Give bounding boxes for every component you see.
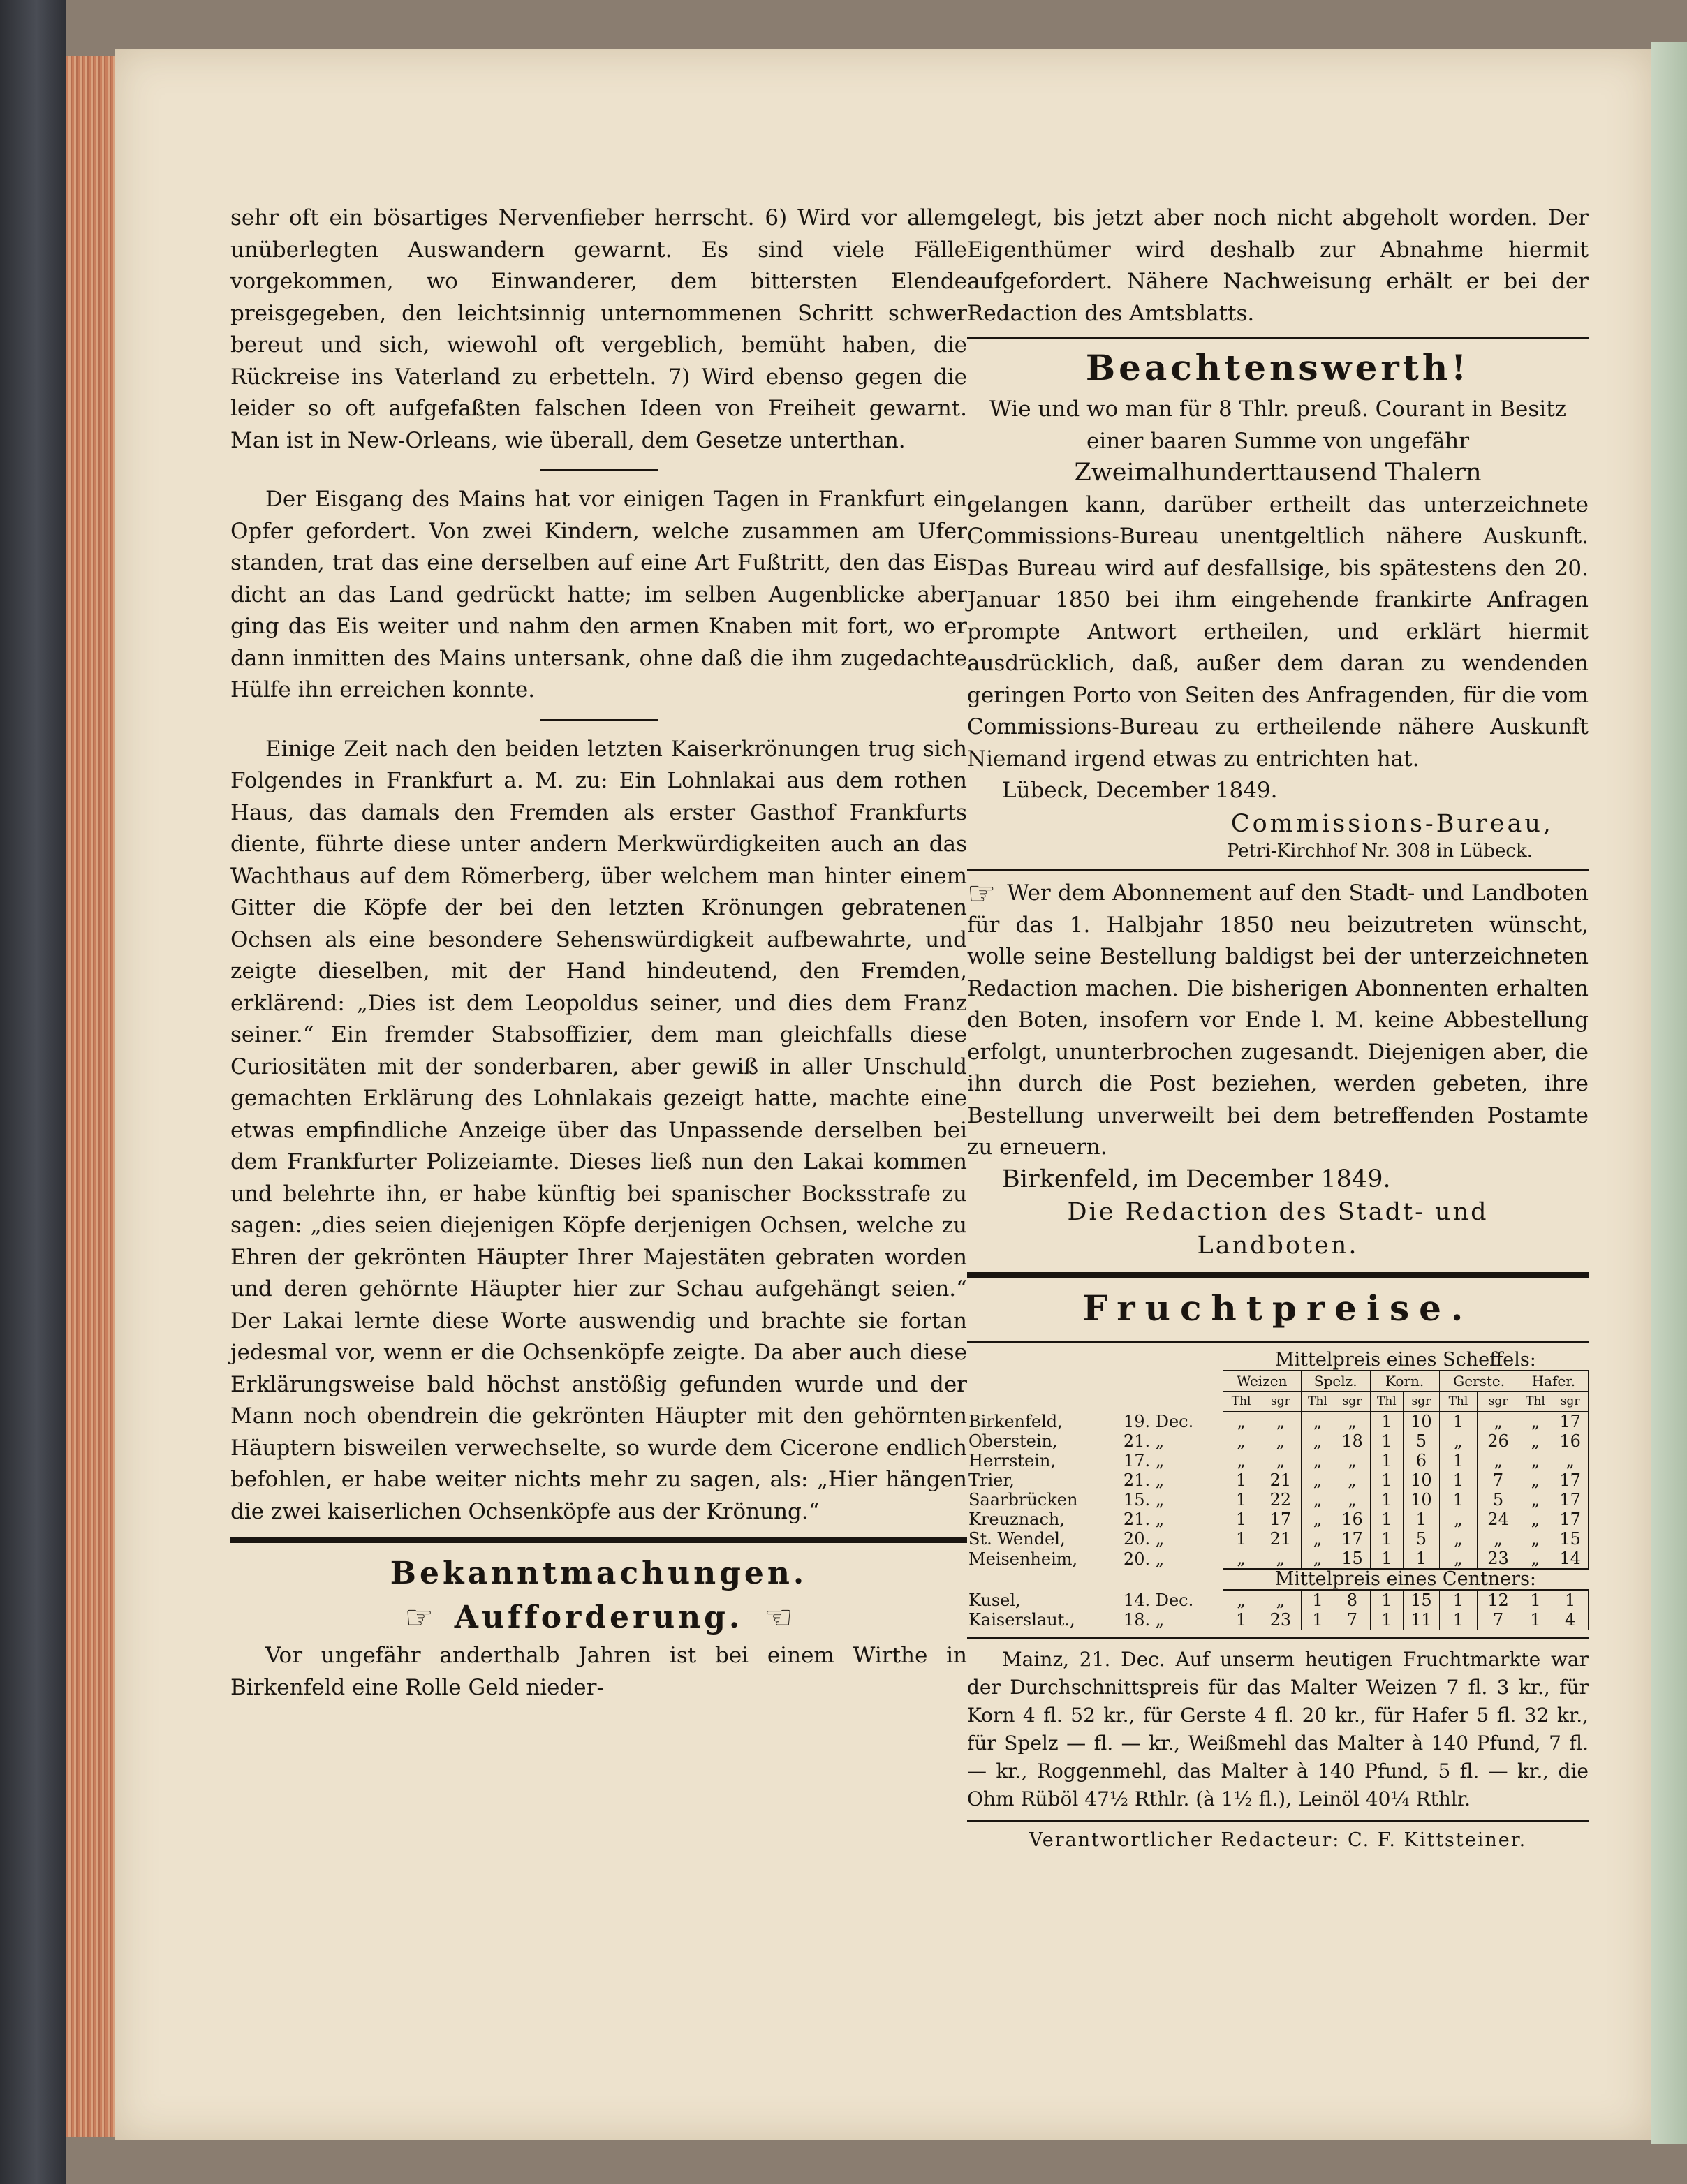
grain-header: Weizen	[1223, 1371, 1301, 1392]
table-head-row	[967, 1350, 1589, 1371]
price-cell: 5	[1478, 1490, 1519, 1510]
price-cell: 10	[1404, 1490, 1439, 1510]
price-cell: 11	[1404, 1610, 1439, 1630]
price-row	[967, 1610, 1589, 1630]
price-cell: 17	[1260, 1510, 1301, 1529]
price-row	[967, 1470, 1589, 1490]
price-cell: „	[1223, 1431, 1260, 1451]
price-cell: 1	[1223, 1529, 1260, 1549]
price-cell: 16	[1552, 1431, 1589, 1451]
price-cell: „	[1519, 1470, 1552, 1490]
price-cell: 1	[1223, 1470, 1260, 1490]
price-cell: 15	[1334, 1549, 1370, 1569]
price-cell: „	[1223, 1549, 1260, 1569]
price-cell: „	[1223, 1412, 1260, 1432]
price-cell: „	[1223, 1451, 1260, 1470]
unit-header: Thl	[1223, 1392, 1260, 1412]
unit-header: sgr	[1334, 1392, 1370, 1412]
price-cell: „	[1260, 1451, 1301, 1470]
price-cell: „	[1301, 1510, 1334, 1529]
report-date: 19. Dec.	[1123, 1412, 1194, 1431]
book-spine	[0, 0, 66, 2184]
price-cell: „	[1301, 1451, 1334, 1470]
report-date: 20. „	[1123, 1529, 1165, 1549]
price-cell: 1	[1370, 1470, 1403, 1490]
price-cell: 1	[1223, 1490, 1260, 1510]
price-row	[967, 1549, 1589, 1569]
price-cell: „	[1260, 1412, 1301, 1432]
subscription-text: Wer dem Abonnement auf den Stadt- und Landboten für das 1. Halbjahr 1850 neu beizutreten wünscht, wolle seine Bestellung baldigst bei der unterzeichneten Redaction machen. Die bisherigen Abonnenten erhalten den Boten, insofern vor Ende l. M. keine Abbestellung erfolgt, ununterbrochen zugesandt. Diejenigen aber, die ihn durch die Post beziehen, werden gebeten, ihre Bestellung unverweilt bei dem betreffenden Postamte zu erneuern.	[967, 880, 1589, 1160]
place-name: Trier,	[968, 1470, 1015, 1491]
article-main-ice: Der Eisgang des Mains hat vor einigen Tagen in Frankfurt ein Opfer gefordert. Von zwei Kindern, welche zusammen am Ufer standen, trat das eine derselben auf eine Art Fußtritt, den das Eis dicht an das Land gedrückt hatte; im selben Augenblicke aber ging das Eis weiter und nahm den armen Knaben mit fort, wo er dann inmitten des Mains untersank, ohne daß die ihm zugedachte Hülfe ihn erreichen konnte.	[230, 487, 967, 702]
price-row	[967, 1451, 1589, 1470]
mainz-market-report: Mainz, 21. Dec. Auf unserm heutigen Fruchtmarkte war der Durchschnittspreis für das Malter Weizen 7 fl. 3 kr., für Korn 4 fl. 52 kr., für Gerste 4 fl. 20 kr., für Hafer 5 fl. 32 kr., für Spelz — fl. — kr., Weißmehl das Malter à 140 Pfund, 7 fl. — kr., Roggenmehl, das Malter à 140 Pfund, 5 fl. — kr., die Ohm Rüböl 47½ Rthlr. (à 1½ fl.), Leinöl 40¼ Rthlr.	[967, 1648, 1589, 1811]
price-cell: 1	[1223, 1610, 1260, 1630]
ad-sum: Zweimalhunderttausend Thalern	[1074, 459, 1482, 487]
price-cell: 12	[1478, 1590, 1519, 1610]
scheffel-rows	[967, 1412, 1589, 1570]
price-cell: 15	[1552, 1529, 1589, 1549]
price-cell: 1	[1370, 1431, 1403, 1451]
price-cell: „	[1301, 1431, 1334, 1451]
price-row	[967, 1412, 1589, 1432]
grain-header: Korn.	[1370, 1371, 1439, 1392]
report-date: 15. „	[1123, 1490, 1165, 1510]
price-cell: 1	[1404, 1510, 1439, 1529]
price-cell: „	[1301, 1490, 1334, 1510]
price-cell: 1	[1439, 1490, 1478, 1510]
price-row	[967, 1590, 1589, 1610]
price-cell: „	[1439, 1431, 1478, 1451]
heading-beachtenswerth: Beachtenswerth!	[1085, 347, 1471, 388]
price-cell: 1	[1439, 1412, 1478, 1432]
price-cell: 5	[1404, 1431, 1439, 1451]
grain-header-row	[967, 1371, 1589, 1392]
price-cell: „	[1478, 1529, 1519, 1549]
unit-header: sgr	[1478, 1392, 1519, 1412]
price-cell: 7	[1334, 1610, 1370, 1630]
price-cell: 23	[1260, 1610, 1301, 1630]
price-row	[967, 1529, 1589, 1549]
subscription-date: Birkenfeld, im December 1849.	[1002, 1165, 1391, 1193]
divider	[540, 469, 658, 471]
price-cell: 1	[1223, 1510, 1260, 1529]
price-cell: „	[1519, 1451, 1552, 1470]
price-cell: 10	[1404, 1470, 1439, 1490]
price-cell: 17	[1334, 1529, 1370, 1549]
price-cell: 1	[1370, 1549, 1403, 1569]
price-cell: 6	[1404, 1451, 1439, 1470]
price-cell: 1	[1370, 1412, 1403, 1432]
price-cell: 1	[1370, 1451, 1403, 1470]
table-head-scheffel: Mittelpreis eines Scheffels:	[1223, 1350, 1588, 1371]
price-cell: „	[1334, 1412, 1370, 1432]
price-cell: 1	[1370, 1490, 1403, 1510]
price-cell: 18	[1334, 1431, 1370, 1451]
price-cell: „	[1478, 1412, 1519, 1432]
report-date: 17. „	[1123, 1451, 1165, 1471]
price-cell: „	[1301, 1412, 1334, 1432]
report-date: 18. „	[1123, 1610, 1165, 1630]
price-cell: „	[1301, 1470, 1334, 1490]
price-cell: 14	[1552, 1549, 1589, 1569]
price-cell: „	[1439, 1549, 1478, 1569]
pointing-hand-icon: ☞	[967, 874, 996, 913]
right-column	[967, 202, 1589, 1851]
pointing-hand-left-icon: ☜	[764, 1598, 793, 1636]
price-cell: 16	[1334, 1510, 1370, 1529]
report-date: 14. Dec.	[1123, 1590, 1194, 1610]
section-rule	[967, 1272, 1589, 1278]
ad-signature: Commissions-Bureau,	[1230, 809, 1554, 838]
grain-header: Hafer.	[1519, 1371, 1588, 1392]
unit-header: Thl	[1370, 1392, 1403, 1412]
report-date: 20. „	[1123, 1549, 1165, 1569]
price-cell: „	[1552, 1451, 1589, 1470]
price-cell: „	[1519, 1529, 1552, 1549]
unit-header: Thl	[1439, 1392, 1478, 1412]
place-name: Kusel,	[968, 1590, 1021, 1610]
ad-address: Petri-Kirchhof Nr. 308 in Lübeck.	[1226, 840, 1533, 862]
price-cell: 1	[1439, 1451, 1478, 1470]
ad-date: Lübeck, December 1849.	[1002, 778, 1278, 803]
report-date: 21. „	[1123, 1510, 1165, 1530]
place-name: St. Wendel,	[968, 1529, 1066, 1549]
price-cell: 17	[1552, 1470, 1589, 1490]
price-cell: 1	[1439, 1470, 1478, 1490]
unit-header: sgr	[1260, 1392, 1301, 1412]
price-cell: 22	[1260, 1490, 1301, 1510]
place-name: Herrstein,	[968, 1451, 1056, 1471]
ad-intro: Wie und wo man für 8 Thlr. preuß. Courant in Besitz einer baaren Summe von ungefähr	[989, 397, 1566, 454]
price-cell: „	[1334, 1490, 1370, 1510]
heading-bekanntmachungen: Bekanntmachungen.	[390, 1556, 808, 1591]
heading-aufforderung-row	[230, 1598, 967, 1636]
price-cell: „	[1519, 1412, 1552, 1432]
price-cell: „	[1519, 1510, 1552, 1529]
price-cell: 7	[1478, 1610, 1519, 1630]
price-cell: 8	[1334, 1590, 1370, 1610]
price-cell: 7	[1478, 1470, 1519, 1490]
price-cell: 1	[1370, 1529, 1403, 1549]
unit-header-row	[967, 1392, 1589, 1412]
unit-header: sgr	[1404, 1392, 1439, 1412]
price-cell: 1	[1370, 1510, 1403, 1529]
place-name: Meisenheim,	[968, 1549, 1078, 1569]
ad-body: gelangen kann, darüber ertheilt das unterzeichnete Commissions-Bureau unentgeltlich nähere Auskunft. Das Bureau wird auf desfallsige, bis spätestens den 20. Januar 1850 bei ihm eingehende frankirte Anfragen prompte Antwort ertheilen, und erklärt hiermit ausdrücklich, daß, außer dem daran zu wendenden geringen Porto von Seiten des Anfragenden, für die vom Commissions-Bureau zu ertheilende nähere Auskunft Niemand irgend etwas zu entrichten hat.	[967, 492, 1589, 772]
heading-fruchtpreise: Fruchtpreise.	[1082, 1287, 1473, 1329]
price-cell: 1	[1439, 1610, 1478, 1630]
section-rule	[230, 1537, 967, 1543]
price-cell: 26	[1478, 1431, 1519, 1451]
notice-money-roll: Vor ungefähr anderthalb Jahren ist bei einem Wirthe in Birkenfeld eine Rolle Geld nieder-	[230, 1643, 967, 1700]
price-cell: 1	[1552, 1590, 1589, 1610]
table-top-rule	[967, 1341, 1589, 1343]
price-cell: „	[1439, 1529, 1478, 1549]
responsible-editor: Verantwortlicher Redacteur: C. F. Kittsteiner.	[1029, 1829, 1527, 1852]
place-name: Kaiserslaut.,	[968, 1610, 1075, 1630]
place-name: Birkenfeld,	[968, 1412, 1063, 1431]
centner-head-row	[967, 1569, 1589, 1590]
table-head-centner: Mittelpreis eines Centners:	[1223, 1569, 1588, 1590]
price-cell: 1	[1370, 1590, 1403, 1610]
notice-money-roll-continued: gelegt, bis jetzt aber noch nicht abgeholt worden. Der Eigenthümer wird deshalb zur Abnahme hiermit aufgefordert. Nähere Nachweisung erhält er bei der Redaction des Amtsblatts.	[967, 205, 1589, 326]
price-cell: 17	[1552, 1490, 1589, 1510]
price-cell: „	[1260, 1549, 1301, 1569]
price-cell: „	[1334, 1470, 1370, 1490]
footer-rule	[967, 1820, 1589, 1822]
article-ox-heads: Einige Zeit nach den beiden letzten Kaiserkrönungen trug sich Folgendes in Frankfurt a. M. zu: Ein Lohnlakai aus dem rothen Haus, das damals den Fremden als erster Gasthof Frankfurts diente, führte diese unter andern Merkwürdigkeiten auch an das Wachthaus auf dem Römerberg, über welchem man hinter einem Gitter die Köpfe der bei den letzten Krönungen gebratenen Ochsen als eine besondere Sehenswürdigkeit aufbewahrte, und zeigte dieselben, mit der Hand hindeutend, den Fremden, erklärend: „Dies ist dem Leopoldus seiner, und dies dem Franz seiner.“ Ein fremder Stabsoffizier, dem man gleichfalls diese Curiositäten mit der sonderbaren, aber gewiß in aller Unschuld gemachten Erklärung des Lohnlakais gezeigt hatte, machte eine etwas empfindliche Anzeige über das Unpassende derselben bei dem Frankfurter Polizeiamte. Dieses ließ nun den Lakai kommen und belehrte ihn, er habe künftig bei spanischer Bocksstrafe zu sagen: „dies seien diejenigen Köpfe derjenigen Ochsen, welche zu Ehren der gekrönten Häupter Ihrer Majestäten gebraten worden und deren gehörnte Häupter hier zur Schau aufgehängt seien.“ Der Lakai lernte diese Worte auswendig und brachte sie fortan jedesmal vor, wenn er die Ochsenköpfe zeigte. Da aber auch diese Erklärungsweise bald höchst anstößig gefunden wurde und der Mann noch obendrein die gekrönten Häupter mit den gehörnten Häuptern bisweilen verwechselte, so wurde dem Cicerone endlich befohlen, er habe weiter nichts mehr zu sagen, als: „Hier hängen die zwei kaiserlichen Ochsenköpfe aus der Krönung.“	[230, 736, 967, 1524]
subscription-notice	[967, 874, 1589, 1164]
price-row	[967, 1490, 1589, 1510]
price-cell: 1	[1439, 1590, 1478, 1610]
unit-header: sgr	[1552, 1392, 1589, 1412]
price-cell: 15	[1404, 1590, 1439, 1610]
report-date: 21. „	[1123, 1470, 1165, 1491]
grain-header: Spelz.	[1301, 1371, 1370, 1392]
price-cell: „	[1260, 1431, 1301, 1451]
unit-header: Thl	[1301, 1392, 1334, 1412]
price-row	[967, 1510, 1589, 1529]
price-cell: „	[1334, 1451, 1370, 1470]
page-edges	[66, 56, 115, 2137]
centner-rows	[967, 1590, 1589, 1630]
place-name: Saarbrücken	[968, 1490, 1078, 1510]
section-rule	[967, 869, 1589, 871]
price-cell: „	[1439, 1510, 1478, 1529]
price-cell: „	[1260, 1590, 1301, 1610]
price-cell: „	[1301, 1549, 1334, 1569]
price-cell: 1	[1404, 1549, 1439, 1569]
place-name: Kreuznach,	[968, 1510, 1065, 1530]
price-cell: 4	[1552, 1610, 1589, 1630]
subscription-signature-1: Die Redaction des Stadt- und	[1067, 1198, 1489, 1227]
price-cell: 5	[1404, 1529, 1439, 1549]
price-cell: 21	[1260, 1470, 1301, 1490]
price-cell: 17	[1552, 1412, 1589, 1432]
grain-header: Gerste.	[1439, 1371, 1519, 1392]
book-cover-edge	[1651, 42, 1687, 2144]
price-cell: 24	[1478, 1510, 1519, 1529]
price-cell: „	[1223, 1590, 1260, 1610]
divider	[540, 719, 658, 721]
subscription-signature-2: Landboten.	[1197, 1232, 1359, 1260]
table-bottom-rule	[967, 1637, 1589, 1639]
price-cell: 17	[1552, 1510, 1589, 1529]
price-cell: „	[1478, 1451, 1519, 1470]
heading-aufforderung: Aufforderung.	[454, 1599, 744, 1635]
price-row	[967, 1431, 1589, 1451]
pointing-hand-icon: ☞	[404, 1598, 434, 1636]
place-name: Oberstein,	[968, 1431, 1058, 1452]
price-cell: 1	[1519, 1610, 1552, 1630]
price-cell: „	[1519, 1549, 1552, 1569]
price-cell: 21	[1260, 1529, 1301, 1549]
unit-header: Thl	[1519, 1392, 1552, 1412]
section-rule	[967, 337, 1589, 339]
price-cell: „	[1301, 1529, 1334, 1549]
left-column	[230, 202, 967, 1704]
article-emigration-warning: sehr oft ein bösartiges Nervenfieber herrscht. 6) Wird vor allem unüberlegten Auswandern gewarnt. Es sind viele Fälle vorgekommen, wo Einwanderer, dem bittersten Elende preisgegeben, den leichtsinnig unternommenen Schritt schwer bereut und sich, wiewohl oft vergeblich, bemüht haben, die Rückreise ins Vaterland zu erbetteln. 7) Wird ebenso gegen die leider so oft aufgefaßten falschen Ideen von Freiheit gewarnt. Man ist in New-Orleans, wie überall, dem Gesetze unterthan.	[230, 205, 967, 453]
price-cell: 1	[1519, 1590, 1552, 1610]
price-cell: „	[1519, 1490, 1552, 1510]
price-cell: 1	[1370, 1610, 1403, 1630]
report-date: 21. „	[1123, 1431, 1165, 1452]
grain-price-table	[967, 1350, 1589, 1630]
price-cell: 1	[1301, 1590, 1334, 1610]
price-cell: 23	[1478, 1549, 1519, 1569]
price-cell: 10	[1404, 1412, 1439, 1432]
price-cell: 1	[1301, 1610, 1334, 1630]
price-cell: „	[1519, 1431, 1552, 1451]
